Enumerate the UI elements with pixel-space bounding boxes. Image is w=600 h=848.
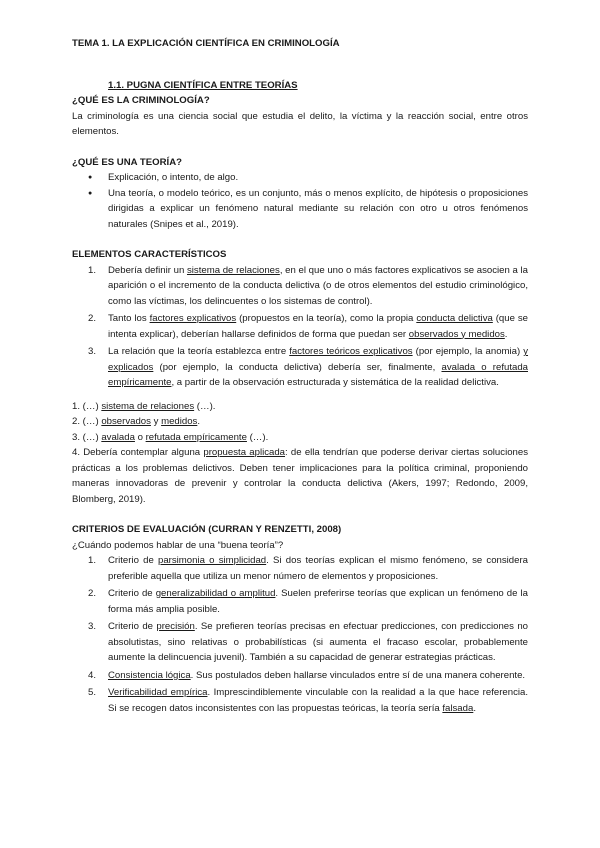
summary-line-1: 1. (…) sistema de relaciones (…).: [72, 400, 216, 412]
heading-elements: ELEMENTOS CARACTERÍSTICOS: [72, 249, 227, 260]
list-item: 1. Criterio de parsimonia o simplicidad. Si dos teorías explican el mismo fenómeno, se considera preferible aquella que utiliza un menor número de elementos y proposiciones.: [88, 555, 529, 582]
list-item: 5. Verificabilidad empírica. Imprescindiblemente vinculable con la realidad a la que hace referencia. Si se recogen datos inconsistentes con las propuestas teóricas, la teoría sería falsada.: [88, 687, 528, 714]
section-title: 1.1. PUGNA CIENTÍFICA ENTRE TEORÍAS: [108, 79, 298, 91]
heading-what-is-theory: ¿QUÉ ES UNA TEORÍA?: [72, 156, 182, 168]
criminology-definition: La criminología es una ciencia social que estudia el delito, la víctima y la reacción social, entre otros elementos.: [72, 110, 528, 137]
list-item: ● Una teoría, o modelo teórico, es un conjunto, más o menos explícito, de hipótesis o proposiciones dirigidas a explicar un fenómeno natural mediante su relación con otro u otros fenómenos naturales (Snipes et al., 2019).: [88, 186, 528, 233]
document-title: TEMA 1. LA EXPLICACIÓN CIENTÍFICA EN CRIMINOLOGÍA: [72, 38, 340, 49]
theory-bullet-list: [72, 170, 528, 232]
heading-what-is-criminology: ¿QUÉ ES LA CRIMINOLOGÍA?: [72, 95, 210, 106]
list-item: 3. La relación que la teoría establezca entre factores teóricos explicativos (por ejemplo, la anomia) y explicados (por ejemplo, la conducta delictiva) debería ser, finalmente, avalada o refutada empíricamente, a partir de la observación estructurada y sistemática de la realidad delictiva.: [88, 346, 529, 388]
list-item: 2. Criterio de generalizabilidad o amplitud. Suelen preferirse teorías que explican un fenómeno de la forma más amplia posible.: [88, 588, 528, 615]
list-item: 3. Criterio de precisión. Se prefieren teorías precisas en efectuar predicciones, con predicciones no absolutistas, sino relativas o probabilísticas (si aumenta el fracaso escolar, probablemente aumente la delincuencia juvenil). También a su capacidad de generar estrategias prácticas.: [88, 621, 529, 663]
criteria-question: ¿Cuándo podemos hablar de una “buena teoría”?: [72, 539, 284, 551]
elements-list: [72, 263, 528, 391]
list-item: 4. Consistencia lógica. Sus postulados deben hallarse vinculados entre sí de una manera coherente.: [88, 669, 526, 681]
criteria-list: [72, 553, 528, 716]
summary-line-2: 2. (…) observados y medidos.: [72, 416, 201, 427]
summary-line-3: 3. (…) avalada o refutada empíricamente (…).: [72, 431, 269, 443]
list-item: ● Explicación, o intento, de algo.: [88, 170, 528, 186]
list-item: 1. Debería definir un sistema de relaciones, en el que uno o más factores explicativos se asocien a la aparición o el incremento de la conducta delictiva (o de otros elementos del estudio criminológico, como las víctimas, los delincuentes o los sistemas de control).: [88, 264, 528, 307]
summary-line-4: 4. Debería contemplar alguna propuesta aplicada: de ella tendrían que poderse derivar ciertas soluciones prácticas a los problemas delictivos. Deben tener implicaciones para la política criminal, proponiendo maneras innovadoras de prevenir y controlar la conducta delictiva (Akers, 1997; Redondo, 2009, Blomberg, 2019).: [72, 447, 528, 505]
heading-evaluation-criteria: CRITERIOS DE EVALUACIÓN (CURRAN Y RENZETTI, 2008): [72, 524, 342, 535]
list-item: 2. Tanto los factores explicativos (propuestos en la teoría), como la propia conducta delictiva (que se intenta explicar), deberían hallarse definidos de forma que puedan ser observados y medidos.: [88, 313, 528, 340]
